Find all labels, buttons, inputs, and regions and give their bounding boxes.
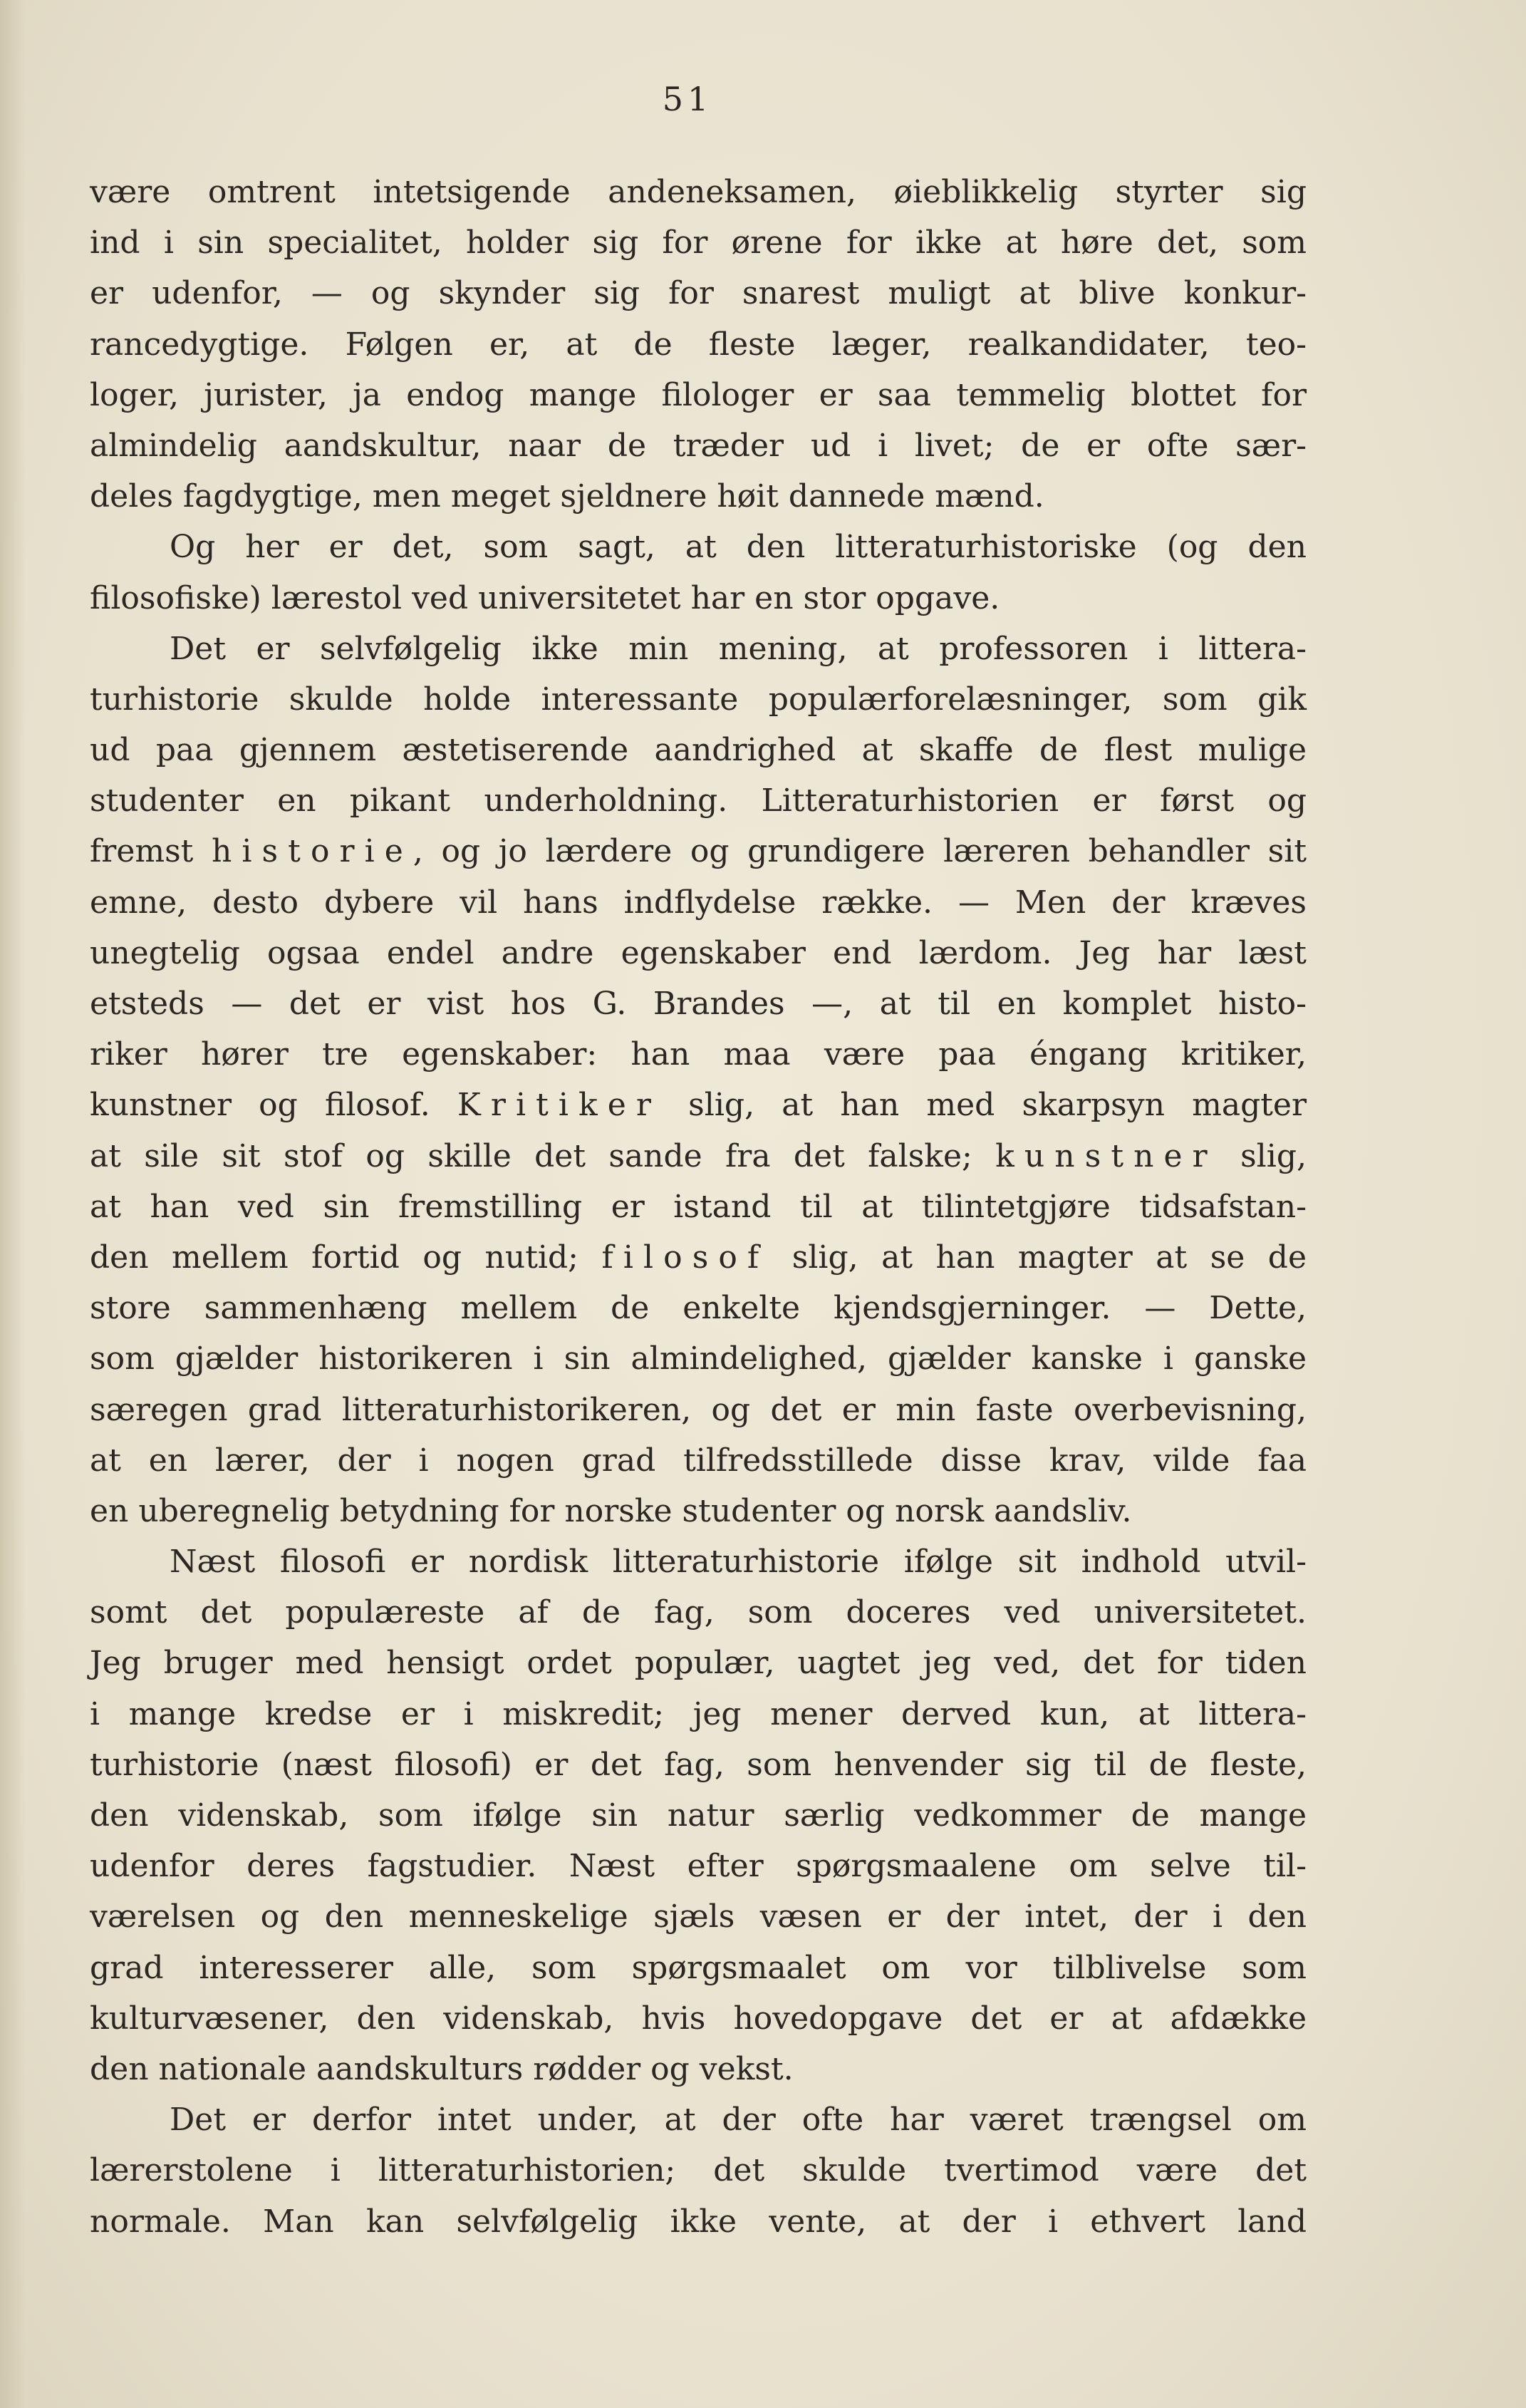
text-segment: slig,	[1217, 1137, 1307, 1174]
text-line: grad interesserer alle, som spørgsmaalet om vor tilblivelse som	[90, 1949, 1307, 1986]
text-line: store sammenhæng mellem de enkelte kjendsgjerninger. — Dette,	[90, 1290, 1307, 1327]
text-line	[90, 1080, 1307, 1130]
text-line: turhistorie (næst filosofi) er det fag, som henvender sig til de fleste,	[90, 1746, 1307, 1783]
text-segment: at sile sit stof og skille det sande fra det falske;	[90, 1137, 996, 1174]
text-line: almindelig aandskultur, naar de træder ud i livet; de er ofte sær-	[90, 427, 1307, 464]
text-line	[90, 826, 1307, 877]
text-segment: fremst	[90, 833, 212, 870]
text-line: filosofiske) lærestol ved universitetet har en stor opgave.	[90, 579, 1000, 616]
text-line: emne, desto dybere vil hans indflydelse række. — Men der kræves	[90, 884, 1307, 921]
text-line: ud paa gjennem æstetiserende aandrighed at skaffe de flest mulige	[90, 732, 1307, 769]
text-line: Det er selvfølgelig ikke min mening, at professoren i littera-	[170, 630, 1307, 667]
text-segment: den mellem fortid og nutid;	[90, 1239, 602, 1276]
text-line: en uberegnelig betydning for norske studenter og norsk aandsliv.	[90, 1492, 1132, 1529]
text-line: at han ved sin fremstilling er istand til at tilintetgjøre tidsafstan-	[90, 1188, 1307, 1225]
text-line: som gjælder historikeren i sin almindelighed, gjælder kanske i ganske	[90, 1340, 1307, 1378]
text-line: i mange kredse er i miskredit; jeg mener derved kun, at littera-	[90, 1695, 1307, 1732]
text-line: riker hører tre egenskaber: han maa være paa éngang kritiker,	[90, 1036, 1307, 1073]
text-line: turhistorie skulde holde interessante populærforelæsninger, som gik	[90, 681, 1307, 718]
text-line	[90, 1232, 1307, 1283]
text-line: Og her er det, som sagt, at den litteraturhistoriske (og den	[170, 529, 1307, 566]
text-line: lærerstolene i litteraturhistorien; det skulde tvertimod være det	[90, 2152, 1307, 2189]
emphasized-word: Kritiker	[457, 1087, 661, 1124]
text-segment: kunstner og filosof.	[90, 1087, 457, 1124]
text-line: at en lærer, der i nogen grad tilfredsstillede disse krav, vilde faa	[90, 1442, 1307, 1479]
text-line: normale. Man kan selvfølgelig ikke vente, at der i ethvert land	[90, 2203, 1307, 2240]
text-line: Næst filosofi er nordisk litteraturhistorie ifølge sit indhold utvil-	[170, 1544, 1307, 1581]
text-line: loger, jurister, ja endog mange filologer er saa temmelig blottet for	[90, 376, 1307, 413]
text-line: deles fagdygtige, men meget sjeldnere høit dannede mænd.	[90, 478, 1044, 515]
text-line: særegen grad litteraturhistorikeren, og det er min faste overbevisning,	[90, 1391, 1307, 1428]
text-line: ind i sin specialitet, holder sig for ørene for ikke at høre det, som	[90, 224, 1307, 262]
text-line: være omtrent intetsigende andeneksamen, øieblikkelig styrter sig	[90, 174, 1307, 210]
text-line: Det er derfor intet under, at der ofte har været trængsel om	[170, 2102, 1307, 2139]
text-segment: , og jo lærdere og grundigere læreren behandler sit	[412, 833, 1307, 870]
text-line: er udenfor, — og skynder sig for snarest muligt at blive konkur-	[90, 275, 1307, 312]
body-text	[90, 167, 1307, 2247]
text-segment: slig, at han med skarpsyn magter	[661, 1087, 1307, 1124]
text-line: rancedygtige. Følgen er, at de fleste læger, realkandidater, teo-	[90, 326, 1307, 363]
page-number: 51	[662, 80, 713, 118]
text-line: etsteds — det er vist hos G. Brandes —, at til en komplet histo-	[90, 986, 1307, 1022]
text-line: kulturvæsener, den videnskab, hvis hovedopgave det er at afdække	[90, 2000, 1307, 2037]
spine-shadow	[0, 0, 26, 2408]
text-line: den videnskab, som ifølge sin natur særlig vedkommer de mange	[90, 1797, 1307, 1834]
emphasized-word: historie	[211, 833, 413, 870]
text-line: udenfor deres fagstudier. Næst efter spørgsmaalene om selve til-	[90, 1848, 1307, 1885]
text-line: unegtelig ogsaa endel andre egenskaber end lærdom. Jeg har læst	[90, 934, 1307, 971]
emphasized-word: filosof	[601, 1239, 769, 1276]
text-line	[90, 1131, 1307, 1182]
text-line: studenter en pikant underholdning. Litteraturhistorien er først og	[90, 782, 1307, 820]
text-segment: slig, at han magter at se de	[769, 1239, 1307, 1276]
text-line: den nationale aandskulturs rødder og vekst.	[90, 2050, 794, 2087]
text-line: somt det populæreste af de fag, som doceres ved universitetet.	[90, 1594, 1307, 1631]
text-line: værelsen og den menneskelige sjæls væsen er der intet, der i den	[90, 1898, 1307, 1936]
text-line: Jeg bruger med hensigt ordet populær, uagtet jeg ved, det for tiden	[90, 1645, 1307, 1682]
emphasized-word: kunstner	[995, 1137, 1218, 1174]
